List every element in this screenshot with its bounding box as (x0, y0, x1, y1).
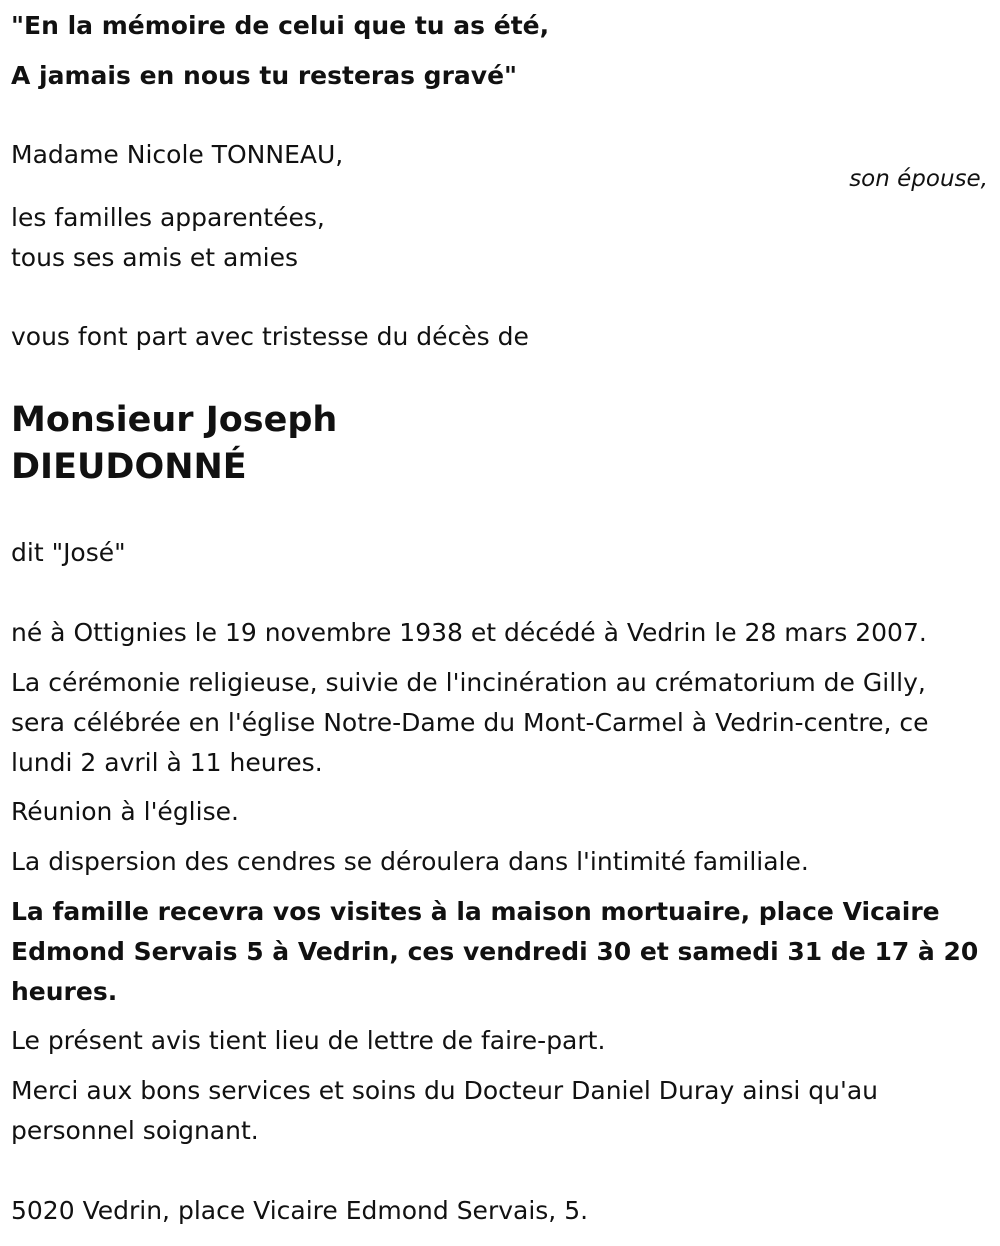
ceremony-line: La cérémonie religieuse, suivie de l'incinération au crématorium de Gilly, (11, 668, 926, 697)
meeting: Réunion à l'église. (11, 797, 239, 826)
dispersion: La dispersion des cendres se déroulera dans l'intimité familiale. (11, 847, 809, 876)
visits-line: heures. (11, 977, 118, 1006)
deceased-first-line: Monsieur Joseph (11, 400, 338, 440)
quote-line-1: "En la mémoire de celui que tu as été, (11, 11, 550, 40)
notice: Le présent avis tient lieu de lettre de faire-part. (11, 1026, 606, 1055)
friends: tous ses amis et amies (11, 243, 299, 272)
spouse-role: son épouse, (849, 166, 988, 192)
relatives: les familles apparentées, (11, 203, 325, 232)
announcement: vous font part avec tristesse du décès de (11, 322, 529, 351)
thanks-line: personnel soignant. (11, 1116, 259, 1145)
thanks-line: Merci aux bons services et soins du Docteur Daniel Duray ainsi qu'au (11, 1076, 878, 1105)
nickname: dit "José" (11, 538, 126, 567)
birth-death: né à Ottignies le 19 novembre 1938 et décédé à Vedrin le 28 mars 2007. (11, 618, 927, 647)
spouse-name: Madame Nicole TONNEAU, (11, 140, 344, 169)
visits-line: Edmond Servais 5 à Vedrin, ces vendredi 30 et samedi 31 de 17 à 20 (11, 937, 979, 966)
deceased-last-name: DIEUDONNÉ (11, 447, 247, 487)
ceremony-line: lundi 2 avril à 11 heures. (11, 748, 323, 777)
visits-line: La famille recevra vos visites à la maison mortuaire, place Vicaire (11, 897, 940, 926)
ceremony-line: sera célébrée en l'église Notre-Dame du Mont-Carmel à Vedrin-centre, ce (11, 708, 929, 737)
address: 5020 Vedrin, place Vicaire Edmond Servais, 5. (11, 1196, 589, 1225)
quote-line-2: A jamais en nous tu resteras gravé" (11, 61, 518, 90)
